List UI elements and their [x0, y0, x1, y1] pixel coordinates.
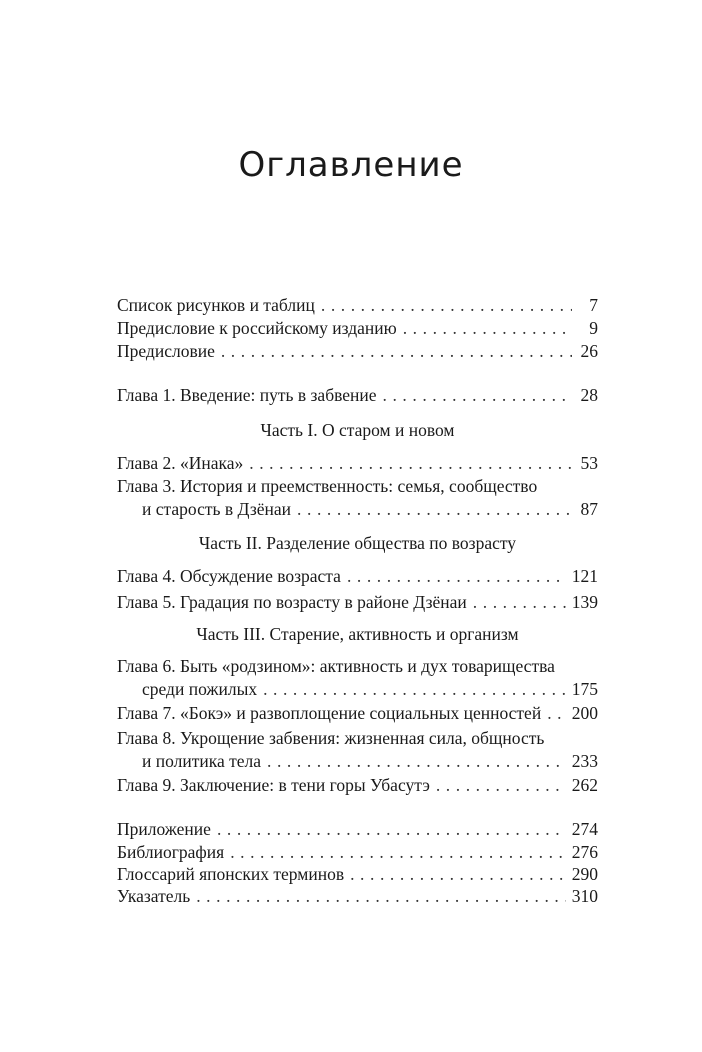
dot-leader: [297, 497, 572, 521]
dot-leader: [473, 590, 566, 614]
toc-entry-label: Библиография: [117, 842, 225, 862]
toc-entry-label-line1[interactable]: Глава 8. Укрощение забвения: жизненная сила, общность: [117, 728, 545, 748]
toc-entry[interactable]: [117, 773, 598, 797]
toc-entry-label: Предисловие к российскому изданию: [117, 318, 397, 338]
toc-entry[interactable]: [117, 564, 598, 588]
toc-entry[interactable]: [117, 293, 598, 317]
toc-entry[interactable]: [117, 677, 598, 701]
toc-entry-label-line2: и старость в Дзёнаи: [142, 499, 292, 519]
toc-entry-page: 121: [571, 566, 598, 586]
toc-entry-page: 9: [589, 318, 598, 338]
dot-leader: [383, 383, 572, 407]
toc-entry-label: Глава 1. Введение: путь в забвение: [117, 385, 377, 405]
dot-leader: [347, 564, 566, 588]
toc-entry-page: 139: [571, 592, 598, 612]
dot-leader: [230, 840, 566, 864]
toc-entry-page: 233: [571, 751, 598, 771]
toc-entry-page: 28: [580, 385, 598, 405]
dot-leader: [196, 884, 566, 908]
page-title: Оглавление: [238, 145, 464, 185]
toc-entry-label: Глоссарий японских терминов: [117, 864, 345, 884]
part-heading: Часть I. О старом и новом: [260, 420, 455, 440]
dot-leader: [263, 677, 566, 701]
toc-entry-label: Глава 2. «Инака»: [117, 453, 244, 473]
toc-entry-label: Список рисунков и таблиц: [117, 295, 315, 315]
toc-entry-page: 7: [589, 295, 598, 315]
toc-entry[interactable]: [117, 590, 598, 614]
toc-entry[interactable]: [117, 339, 598, 363]
toc-entry-label: Указатель: [117, 886, 191, 906]
dot-leader: [436, 773, 566, 797]
toc-entry-label-line1[interactable]: Глава 3. История и преемственность: семья, сообщество: [117, 476, 538, 496]
toc-entry-page: 290: [571, 864, 598, 884]
toc-entry[interactable]: [117, 451, 598, 475]
toc-entry-page: 53: [580, 453, 598, 473]
dot-leader: [267, 749, 566, 773]
toc-entry-label: Глава 4. Обсуждение возраста: [117, 566, 341, 586]
dot-leader: [321, 293, 572, 317]
toc-entry[interactable]: [117, 884, 598, 908]
dot-leader: [249, 451, 572, 475]
part-heading: Часть II. Разделение общества по возрасту: [198, 533, 517, 553]
toc-entry-page: 26: [580, 341, 598, 361]
toc-entry-page: 276: [571, 842, 598, 862]
dot-leader: [547, 701, 566, 725]
toc-entry-page: 274: [571, 819, 598, 839]
toc-entry-label: Глава 7. «Бокэ» и развоплощение социальных ценностей: [117, 703, 542, 723]
toc-entry[interactable]: [117, 862, 598, 886]
toc-entry-label-line2: и политика тела: [142, 751, 262, 771]
toc-entry-page: 262: [571, 775, 598, 795]
toc-entry[interactable]: [117, 749, 598, 773]
dot-leader: [217, 817, 566, 841]
toc-entry[interactable]: [117, 383, 598, 407]
toc-entry-page: 200: [571, 703, 598, 723]
toc-entry-page: 175: [571, 679, 598, 699]
dot-leader: [403, 316, 572, 340]
toc-entry-label-line2: среди пожилых: [142, 679, 258, 699]
toc-entry-label: Предисловие: [117, 341, 215, 361]
toc-entry-page: 87: [580, 499, 598, 519]
toc-entry[interactable]: [117, 817, 598, 841]
toc-entry-label: Приложение: [117, 819, 211, 839]
toc-entry-page: 310: [571, 886, 598, 906]
toc-entry[interactable]: [117, 497, 598, 521]
part-heading: Часть III. Старение, активность и организм: [196, 624, 519, 644]
toc-entry-label: Глава 9. Заключение: в тени горы Убасутэ: [117, 775, 430, 795]
toc-entry[interactable]: [117, 701, 598, 725]
toc-entry-label: Глава 5. Градация по возрасту в районе Дзёнаи: [117, 592, 467, 612]
toc-entry[interactable]: [117, 316, 598, 340]
dot-leader: [350, 862, 566, 886]
toc-entry[interactable]: [117, 840, 598, 864]
dot-leader: [221, 339, 572, 363]
toc-entry-label-line1[interactable]: Глава 6. Быть «родзином»: активность и дух товарищества: [117, 656, 555, 676]
